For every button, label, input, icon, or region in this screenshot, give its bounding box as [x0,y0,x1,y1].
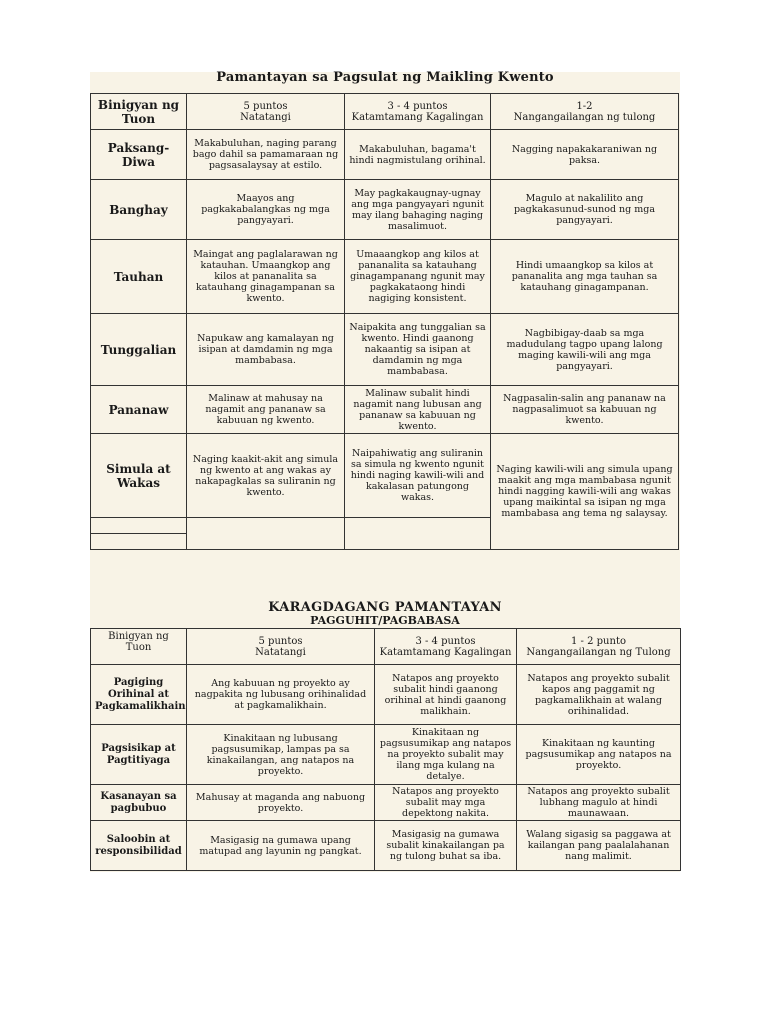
score5-cell: Mahusay at maganda ang nabuong proyekto. [187,785,375,821]
criterion-cell: Tauhan [91,240,187,314]
table-row [91,314,679,386]
header-34pts: 3 - 4 puntos Katamtamang Kagalingan [345,94,491,130]
score12-cell: Naging kawili-wili ang simula upang maakit ang mga mambabasa ngunit hindi nagging kawili-wili ang wakas upang maikintal sa isipan ng mga mambabasa ang tema ng salaysay. [491,434,679,550]
score12-cell: Hindi umaangkop sa kilos at pananalita ang mga tauhan sa katauhang ginagampanan. [491,240,679,314]
header-criterion: Binigyan ng Tuon [91,629,187,665]
empty-cell [187,518,345,550]
header-5pts: 5 puntos Natatangi [187,629,375,665]
score12-cell: Natapos ang proyekto subalit kapos ang paggamit ng pagkamalikhain at walang orihinalidad. [517,665,681,725]
criterion-cell: Pananaw [91,386,187,434]
rubric2-subtitle: PAGGUHIT/PAGBABASA [310,614,460,627]
score34-cell: Umaaangkop ang kilos at pananalita sa katauhang ginagampanang ngunit may pagkakataong hindi nagiging konsistent. [345,240,491,314]
score12-cell: Natapos ang proyekto subalit lubhang magulo at hindi maunawaan. [517,785,681,821]
table-row [91,785,681,821]
score34-cell: Naipakita ang tunggalian sa kwento. Hindi gaanong nakaantig sa isipan at damdamin ng mga mambabasa. [345,314,491,386]
rubric1-table [90,93,679,550]
score5-cell: Masigasig na gumawa upang matupad ang layunin ng pangkat. [187,821,375,871]
score34-cell: Makabuluhan, bagama't hindi nagmistulang orihinal. [345,130,491,180]
rubric2-table [90,628,681,871]
score12-cell: Nagpasalin-salin ang pananaw na nagpasalimuot sa kabuuan ng kwento. [491,386,679,434]
table-row [91,821,681,871]
criterion-cell: Paksang-Diwa [91,130,187,180]
score34-cell: May pagkakaugnay-ugnay ang mga pangyayari ngunit may ilang bahaging naging masalimuot. [345,180,491,240]
score5-cell: Napukaw ang kamalayan ng isipan at damdamin ng mga mambabasa. [187,314,345,386]
header-12pts: 1 - 2 punto Nangangailangan ng Tulong [517,629,681,665]
score12-cell: Kinakitaan ng kaunting pagsusumikap ang natapos na proyekto. [517,725,681,785]
criterion-cell: Kasanayan sa pagbubuo [91,785,187,821]
score5-cell: Ang kabuuan ng proyekto ay nagpakita ng lubusang orihinalidad at pagkamalikhain. [187,665,375,725]
score12-cell: Walang sigasig sa paggawa at kailangan pang paalalahanan nang malimit. [517,821,681,871]
criterion-cell: Pagiging Orihinal at Pagkamalikhain [91,665,187,725]
header-criterion: Binigyan ng Tuon [91,94,187,130]
header-5pts: 5 puntos Natatangi [187,94,345,130]
empty-cell [345,518,491,550]
criterion-cell: Banghay [91,180,187,240]
table-row [91,434,679,518]
rubric1-title: Pamantayan sa Pagsulat ng Maikling Kwento [216,70,554,85]
score34-cell: Masigasig na gumawa subalit kinakailangan pa ng tulong buhat sa iba. [375,821,517,871]
table-row [91,386,679,434]
score34-cell: Naipahiwatig ang suliranin sa simula ng kwento ngunit hindi naging kawili-wili and kakalasan patungong wakas. [345,434,491,518]
score12-cell: Nagbibigay-daab sa mga madudulang tagpo upang lalong maging kawili-wili ang mga pangyayari. [491,314,679,386]
score12-cell: Magulo at nakalilito ang pagkakasunud-sunod ng mga pangyayari. [491,180,679,240]
score5-cell: Malinaw at mahusay na nagamit ang pananaw sa kabuuan ng kwento. [187,386,345,434]
criterion-cell: Tunggalian [91,314,187,386]
criterion-cell: Saloobin at responsibilidad [91,821,187,871]
score34-cell: Kinakitaan ng pagsusumikap ang natapos na proyekto subalit may ilang mga kulang na detalye. [375,725,517,785]
score5-cell: Maayos ang pagkakabalangkas ng mga pangyayari. [187,180,345,240]
header-12pts: 1-2 Nangangailangan ng tulong [491,94,679,130]
score5-cell: Maingat ang paglalarawan ng katauhan. Umaangkop ang kilos at pananalita sa katauhang ginagampanan sa kwento. [187,240,345,314]
criterion-cell: Simula at Wakas [91,434,187,518]
table-row [91,130,679,180]
rubric2-title: KARAGDAGANG PAMANTAYAN [268,600,502,615]
table-header-row [91,629,681,665]
empty-cell [91,534,187,550]
table-row [91,665,681,725]
score5-cell: Naging kaakit-akit ang simula ng kwento at ang wakas ay nakapagkalas sa suliranin ng kwento. [187,434,345,518]
score34-cell: Malinaw subalit hindi nagamit nang lubusan ang pananaw sa kabuuan ng kwento. [345,386,491,434]
score34-cell: Natapos ang proyekto subalit may mga depektong nakita. [375,785,517,821]
table-row [91,725,681,785]
criterion-cell: Pagsisikap at Pagtitiyaga [91,725,187,785]
table-row [91,240,679,314]
empty-cell [91,518,187,534]
table-header-row [91,94,679,130]
score12-cell: Nagging napakakaraniwan ng paksa. [491,130,679,180]
score34-cell: Natapos ang proyekto subalit hindi gaanong orihinal at hindi gaanong malikhain. [375,665,517,725]
table-row [91,180,679,240]
header-34pts: 3 - 4 puntos Katamtamang Kagalingan [375,629,517,665]
score5-cell: Kinakitaan ng lubusang pagsusumikap, lampas pa sa kinakailangan, ang natapos na proyekto. [187,725,375,785]
score5-cell: Makabuluhan, naging parang bago dahil sa pamamaraan ng pagsasalaysay at estilo. [187,130,345,180]
